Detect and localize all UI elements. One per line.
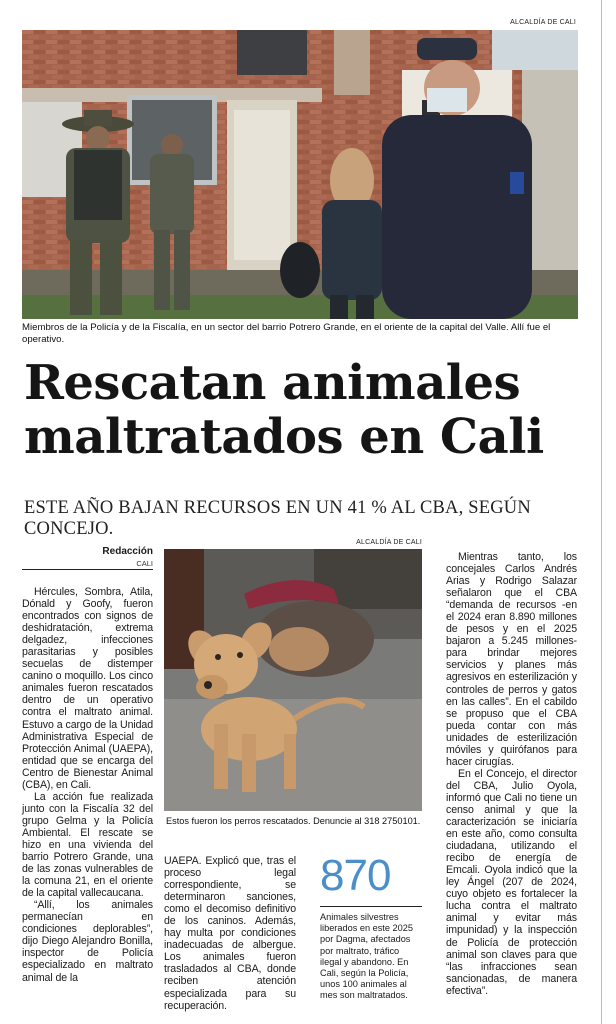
- article-column-2: [164, 855, 296, 1012]
- paragraph: La acción fue realizada junto con la Fiscalía 32 del grupo Gelma y la Policía Ambiental. El rescate se hizo en una vivienda del barrio Potrero Grande, una de las zonas vulnerables de la comuna 21, en el oriente de la capital vallecaucana.: [22, 790, 153, 900]
- byline-rule: [22, 569, 153, 570]
- paragraph: En el Concejo, el director del CBA, Julio Oyola, informó que Cali no tiene un censo animal y que la caracterización se iniciaría en este año, como consulta ciudadana, utilizando el recibo de energía de Emcali. Oyola indicó que la ley Ángel (207 de 2024, cuyo objeto es fortalecer la lucha contra el maltrato animal y evitar más impunidad) y la inspección de Policía de protección animal son claves para que “las infracciones sean sancionadas, de manera efectiva”.: [446, 767, 577, 997]
- paragraph: Hércules, Sombra, Atila, Dónald y Goofy, fueron encontrados con signos de deshidratación, extrema delgadez, infecciones parasitarias y posibles secuelas de distemper canino o moquillo. Los cinco animales fueron rescatados dentro de un operativo contra el maltrato animal. Estuvo a cargo de la Unidad Administrativa Especial de Protección Animal (UAEPA), entidad que se encarga del Centro de Bienestar Animal (CBA), en Cali.: [22, 586, 153, 791]
- operation-photo: [22, 30, 578, 319]
- byline-author: Redacción: [102, 546, 153, 557]
- paragraph: “Allí, los animales permanecían en condiciones deplorables”, dijo Diego Alejandro Bonilla, inspector de Policía especializado en maltrato animal de la: [22, 899, 153, 984]
- byline-location: CALI: [136, 559, 153, 568]
- factoid-number: 870: [320, 851, 391, 900]
- paragraph: Mientras tanto, los concejales Carlos Andrés Arias y Rodrigo Salazar señalaron que el CBA “demanda de recursos -en el 2024 eran 8.890 millones de pesos y en el 2025 bajaron a 5.245 millones- para brindar mejores servicios y planes más agresivos en esterilización y controles de perros y gatos en las calles”. En el cabildo se propuso que el CBA pueda contar con más unidades de esterilización móviles y quirófanos para hacer cirugías.: [446, 551, 577, 768]
- dog-photo-credit: ALCALDÍA DE CALI: [356, 539, 422, 546]
- headline: Rescatan animales maltratados en Cali: [24, 355, 544, 465]
- article-column-3: [446, 551, 577, 997]
- page-edge-line: [601, 0, 602, 1024]
- paragraph: UAEPA. Explicó que, tras el proceso legal correspondiente, se determinaron sanciones, como el decomiso definitivo de los caninos. Además, hay multa por condiciones inadecuadas de albergue. Los animales fueron trasladados al CBA, donde reciben atención especializada para su recuperación.: [164, 855, 296, 1012]
- deck: ESTE AÑO BAJAN RECURSOS EN UN 41 % AL CBA, SEGÚN CONCEJO.: [24, 498, 531, 539]
- article-column-1: [22, 586, 153, 984]
- top-photo-credit: ALCALDÍA DE CALI: [510, 19, 576, 26]
- factoid-rule: [320, 906, 422, 907]
- factoid-text: Animales silvestres liberados en este 2025 por Dagma, afectados por maltrato, tráfico ilegal y abandono. En Cali, según la Policía, unos 100 animales al mes son maltratados.: [320, 912, 413, 1001]
- rescued-dogs-caption: Estos fueron los perros rescatados. Denuncie al 318 2750101.: [166, 816, 421, 826]
- rescued-dogs-photo: [164, 549, 422, 811]
- operation-photo-caption: Miembros de la Policía y de la Fiscalía, en un sector del barrio Potrero Grande, en el oriente de la capital del Valle. Allí fue el operativo.: [22, 322, 551, 345]
